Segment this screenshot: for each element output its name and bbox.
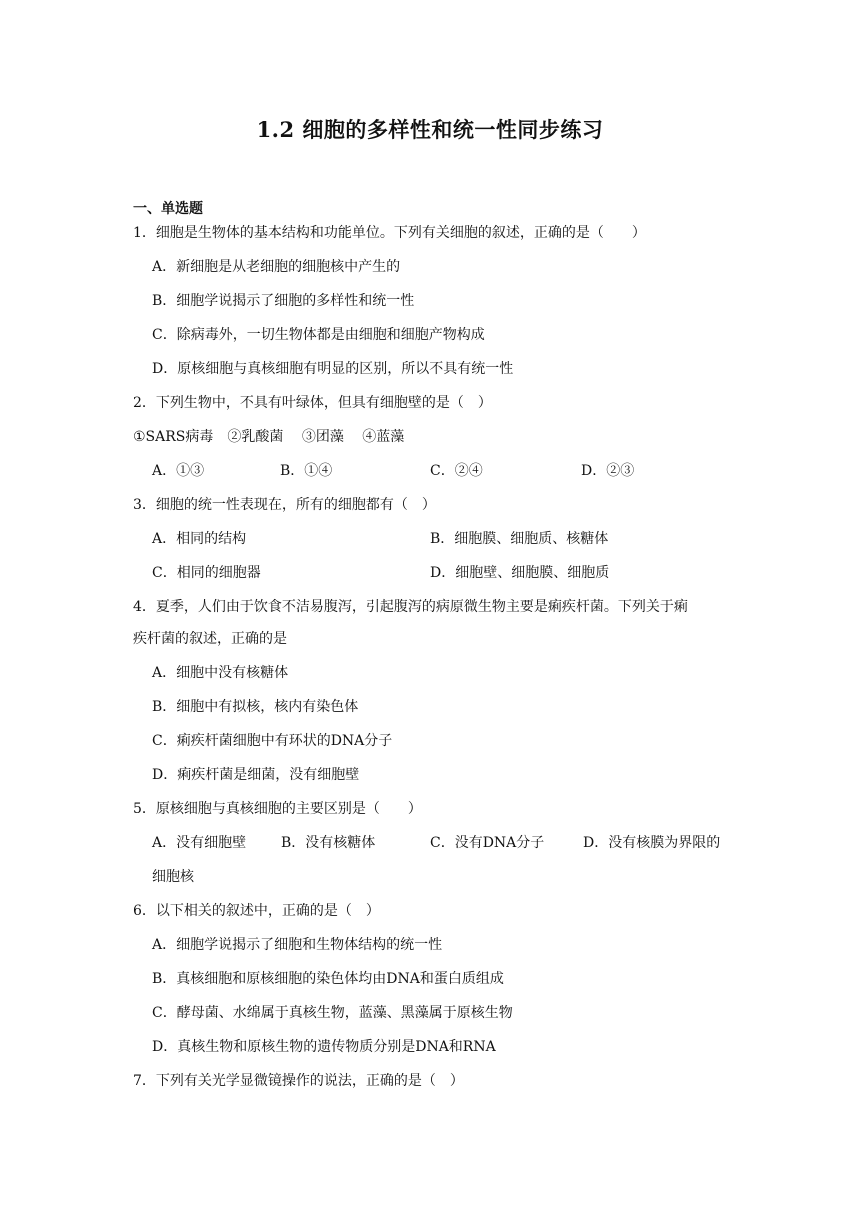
- question-1-option-b: B．细胞学说揭示了细胞的多样性和统一性: [152, 293, 415, 309]
- question-4-stem: 4．夏季，人们由于饮食不洁易腹泻，引起腹泻的病原微生物主要是痢疾杆菌。下列关于痢: [133, 599, 688, 615]
- question-2-stem: 2．下列生物中，不具有叶绿体，但具有细胞壁的是（ ）: [133, 395, 492, 411]
- question-1-option-c: C．除病毒外，一切生物体都是由细胞和细胞产物构成: [152, 327, 485, 343]
- question-4-option-d: D．痢疾杆菌是细菌，没有细胞壁: [152, 767, 360, 783]
- question-5-option-d-continued: 细胞核: [152, 869, 194, 885]
- question-1-option-d: D．原核细胞与真核细胞有明显的区别，所以不具有统一性: [152, 361, 514, 377]
- section-heading: 一、单选题: [133, 201, 203, 217]
- question-4-option-c: C．痢疾杆菌细胞中有环状的DNA分子: [152, 733, 393, 749]
- question-1-option-a: A．新细胞是从老细胞的细胞核中产生的: [152, 259, 401, 275]
- question-3-option-c: C．相同的细胞器: [152, 565, 261, 581]
- question-3-option-a: A．相同的结构: [152, 531, 247, 547]
- question-6-option-c: C．酵母菌、水绵属于真核生物，蓝藻、黑藻属于原核生物: [152, 1005, 513, 1021]
- question-5-option-b: B．没有核糖体: [281, 835, 376, 851]
- question-6-option-a: A．细胞学说揭示了细胞和生物体结构的统一性: [152, 937, 443, 953]
- question-2-option-b: B．①④: [280, 463, 333, 479]
- question-2-option-c: C．②④: [430, 463, 483, 479]
- question-3-option-b: B．细胞膜、细胞质、核糖体: [430, 531, 609, 547]
- question-2-option-a: A．①③: [152, 463, 205, 479]
- question-2-option-d: D．②③: [581, 463, 635, 479]
- question-6-option-b: B．真核细胞和原核细胞的染色体均由DNA和蛋白质组成: [152, 971, 504, 987]
- question-7-stem: 7．下列有关光学显微镜操作的说法，正确的是（ ）: [133, 1073, 464, 1089]
- question-3-option-d: D．细胞壁、细胞膜、细胞质: [430, 565, 610, 581]
- question-1-stem: 1．细胞是生物体的基本结构和功能单位。下列有关细胞的叙述，正确的是（ ）: [133, 225, 646, 241]
- question-5-option-c: C．没有DNA分子: [430, 835, 545, 851]
- page-title: 1.2 细胞的多样性和统一性同步练习: [256, 117, 604, 142]
- question-5-stem: 5．原核细胞与真核细胞的主要区别是（ ）: [133, 801, 422, 817]
- question-4-option-a: A．细胞中没有核糖体: [152, 665, 289, 681]
- question-6-option-d: D．真核生物和原核生物的遗传物质分别是DNA和RNA: [152, 1039, 496, 1055]
- question-2-items: ①SARS病毒 ②乳酸菌 ③团藻 ④蓝藻: [133, 429, 405, 445]
- question-6-stem: 6．以下相关的叙述中，正确的是（ ）: [133, 903, 380, 919]
- question-4-stem-continued: 疾杆菌的叙述，正确的是: [133, 631, 287, 647]
- question-5-option-a: A．没有细胞壁: [152, 835, 247, 851]
- question-3-stem: 3．细胞的统一性表现在，所有的细胞都有（ ）: [133, 497, 436, 513]
- question-5-option-d: D．没有核膜为界限的: [583, 835, 721, 851]
- question-4-option-b: B．细胞中有拟核，核内有染色体: [152, 699, 359, 715]
